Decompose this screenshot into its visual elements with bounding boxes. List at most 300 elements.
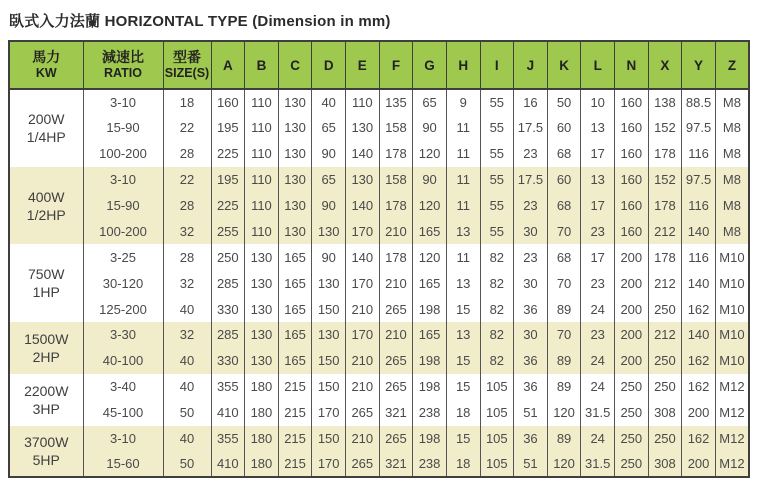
dim-cell-c: 130 (278, 115, 312, 141)
table-header (9, 41, 749, 89)
dim-cell-y: 140 (682, 218, 716, 244)
dim-cell-c: 130 (278, 193, 312, 219)
power-cell (9, 89, 83, 167)
dim-header-x: X (648, 41, 682, 89)
dim-cell-c: 165 (278, 322, 312, 348)
dim-cell-k: 50 (547, 89, 581, 115)
dim-cell-e: 170 (346, 218, 380, 244)
size-cell: 22 (163, 167, 211, 193)
dim-cell-z: M10 (715, 348, 749, 374)
dim-cell-j: 51 (514, 451, 548, 477)
power-cell (9, 244, 83, 322)
dim-cell-x: 138 (648, 89, 682, 115)
dim-cell-k: 60 (547, 115, 581, 141)
power-watts: 3700W (24, 433, 69, 450)
dim-cell-l: 17 (581, 244, 615, 270)
table-row (9, 244, 749, 270)
power-hp: 1HP (32, 284, 60, 301)
power-watts: 750W (27, 266, 65, 283)
dim-cell-d: 150 (312, 426, 346, 452)
table-row (9, 451, 749, 477)
dim-cell-i: 105 (480, 374, 514, 400)
dim-cell-k: 68 (547, 193, 581, 219)
dim-header-l: L (581, 41, 615, 89)
dim-cell-a: 195 (211, 115, 245, 141)
dim-cell-j: 23 (514, 141, 548, 167)
dim-cell-g: 238 (413, 400, 447, 426)
dim-cell-a: 410 (211, 400, 245, 426)
dim-cell-h: 18 (446, 451, 480, 477)
dim-cell-z: M12 (715, 400, 749, 426)
dim-cell-d: 130 (312, 218, 346, 244)
dim-cell-b: 180 (245, 374, 279, 400)
table-row (9, 89, 749, 115)
size-cell: 22 (163, 115, 211, 141)
dim-cell-i: 82 (480, 348, 514, 374)
dim-header-a: A (211, 41, 245, 89)
dim-cell-z: M8 (715, 193, 749, 219)
dim-cell-f: 178 (379, 244, 413, 270)
dim-cell-y: 162 (682, 296, 716, 322)
dim-cell-n: 250 (615, 400, 649, 426)
power-cell (9, 322, 83, 374)
dim-cell-g: 120 (413, 141, 447, 167)
dim-cell-i: 55 (480, 218, 514, 244)
dim-header-y: Y (682, 41, 716, 89)
dim-cell-z: M8 (715, 218, 749, 244)
dim-cell-n: 250 (615, 374, 649, 400)
dim-cell-f: 265 (379, 426, 413, 452)
dim-cell-x: 178 (648, 244, 682, 270)
ratio-cell: 3-25 (83, 244, 163, 270)
size-cell: 40 (163, 348, 211, 374)
dim-cell-a: 160 (211, 89, 245, 115)
table-row (9, 270, 749, 296)
col-header-zh: 型番 (173, 49, 201, 65)
power-hp: 1/2HP (26, 206, 66, 223)
dim-cell-g: 120 (413, 244, 447, 270)
power-watts: 2200W (24, 382, 69, 399)
dim-cell-i: 82 (480, 270, 514, 296)
size-cell: 50 (163, 451, 211, 477)
dim-cell-l: 24 (581, 296, 615, 322)
dim-cell-c: 130 (278, 89, 312, 115)
dim-cell-k: 89 (547, 426, 581, 452)
dim-header-d: D (312, 41, 346, 89)
dim-cell-n: 250 (615, 451, 649, 477)
ratio-cell: 100-200 (83, 218, 163, 244)
dim-cell-f: 265 (379, 374, 413, 400)
dim-cell-j: 51 (514, 400, 548, 426)
col-header-en: RATIO (104, 66, 142, 80)
dim-header-b: B (245, 41, 279, 89)
dim-cell-b: 110 (245, 193, 279, 219)
dim-cell-i: 55 (480, 141, 514, 167)
dim-cell-b: 180 (245, 451, 279, 477)
ratio-cell: 125-200 (83, 296, 163, 322)
ratio-cell: 3-40 (83, 374, 163, 400)
dim-cell-e: 110 (346, 89, 380, 115)
dim-cell-f: 158 (379, 115, 413, 141)
dim-cell-c: 165 (278, 270, 312, 296)
dim-cell-j: 23 (514, 193, 548, 219)
ratio-cell: 3-10 (83, 89, 163, 115)
dim-cell-c: 215 (278, 374, 312, 400)
dim-cell-x: 250 (648, 426, 682, 452)
dim-cell-f: 178 (379, 141, 413, 167)
dim-cell-h: 13 (446, 322, 480, 348)
power-cell (9, 426, 83, 478)
dim-cell-z: M10 (715, 270, 749, 296)
dim-cell-y: 200 (682, 400, 716, 426)
dim-cell-c: 165 (278, 244, 312, 270)
dim-cell-k: 89 (547, 374, 581, 400)
dim-cell-g: 120 (413, 193, 447, 219)
dim-cell-k: 89 (547, 348, 581, 374)
dim-cell-b: 130 (245, 348, 279, 374)
dim-cell-d: 90 (312, 244, 346, 270)
ratio-cell: 40-100 (83, 348, 163, 374)
dim-cell-e: 210 (346, 374, 380, 400)
dim-cell-y: 140 (682, 270, 716, 296)
dim-header-i: I (480, 41, 514, 89)
size-cell: 32 (163, 270, 211, 296)
dim-cell-a: 250 (211, 244, 245, 270)
dim-cell-g: 90 (413, 115, 447, 141)
ratio-cell: 15-90 (83, 193, 163, 219)
power-watts: 200W (27, 111, 65, 128)
dim-cell-h: 15 (446, 296, 480, 322)
dim-cell-a: 285 (211, 270, 245, 296)
dim-cell-n: 160 (615, 115, 649, 141)
dim-cell-e: 265 (346, 400, 380, 426)
dim-cell-x: 152 (648, 115, 682, 141)
dim-cell-z: M12 (715, 426, 749, 452)
dim-cell-c: 130 (278, 167, 312, 193)
dim-cell-a: 355 (211, 374, 245, 400)
dim-cell-i: 82 (480, 322, 514, 348)
dim-cell-n: 200 (615, 348, 649, 374)
dim-cell-d: 170 (312, 400, 346, 426)
table-row (9, 426, 749, 452)
dim-cell-j: 36 (514, 296, 548, 322)
dim-cell-k: 68 (547, 244, 581, 270)
dim-header-h: H (446, 41, 480, 89)
dim-cell-n: 160 (615, 193, 649, 219)
size-cell: 28 (163, 193, 211, 219)
dim-cell-f: 135 (379, 89, 413, 115)
dim-cell-e: 140 (346, 193, 380, 219)
dim-cell-k: 89 (547, 296, 581, 322)
dim-cell-z: M8 (715, 115, 749, 141)
dim-cell-b: 130 (245, 322, 279, 348)
dim-cell-g: 198 (413, 426, 447, 452)
dim-cell-a: 255 (211, 218, 245, 244)
dim-cell-k: 68 (547, 141, 581, 167)
dim-cell-l: 24 (581, 426, 615, 452)
dim-cell-k: 120 (547, 400, 581, 426)
dim-cell-j: 30 (514, 322, 548, 348)
dim-cell-d: 65 (312, 167, 346, 193)
dim-header-g: G (413, 41, 447, 89)
dim-cell-b: 130 (245, 296, 279, 322)
dim-cell-h: 11 (446, 167, 480, 193)
dim-cell-f: 265 (379, 348, 413, 374)
dim-cell-g: 198 (413, 348, 447, 374)
ratio-cell: 3-10 (83, 426, 163, 452)
dim-cell-a: 195 (211, 167, 245, 193)
dim-cell-n: 160 (615, 218, 649, 244)
ratio-cell: 15-90 (83, 115, 163, 141)
dim-cell-c: 215 (278, 400, 312, 426)
dim-cell-y: 116 (682, 141, 716, 167)
dim-cell-y: 140 (682, 322, 716, 348)
dim-cell-h: 11 (446, 141, 480, 167)
dim-cell-h: 13 (446, 218, 480, 244)
dim-cell-x: 308 (648, 400, 682, 426)
dim-cell-y: 200 (682, 451, 716, 477)
size-cell: 32 (163, 322, 211, 348)
dim-cell-l: 24 (581, 348, 615, 374)
dim-cell-x: 178 (648, 141, 682, 167)
power-hp: 3HP (32, 400, 60, 417)
dim-cell-c: 130 (278, 218, 312, 244)
dim-cell-a: 355 (211, 426, 245, 452)
dim-cell-z: M10 (715, 244, 749, 270)
dim-cell-l: 17 (581, 193, 615, 219)
dim-cell-z: M8 (715, 89, 749, 115)
col-header-ratio (83, 41, 163, 89)
power-hp: 1/4HP (26, 129, 66, 146)
dim-cell-z: M10 (715, 322, 749, 348)
page-title: 臥式入力法蘭 HORIZONTAL TYPE (Dimension in mm) (9, 13, 391, 30)
dim-cell-g: 165 (413, 270, 447, 296)
dim-cell-f: 158 (379, 167, 413, 193)
dim-cell-y: 97.5 (682, 115, 716, 141)
dim-cell-i: 105 (480, 426, 514, 452)
dim-cell-g: 238 (413, 451, 447, 477)
dim-cell-g: 65 (413, 89, 447, 115)
dim-cell-g: 165 (413, 322, 447, 348)
col-header-en: SIZE(S) (164, 66, 210, 80)
dim-cell-f: 210 (379, 218, 413, 244)
ratio-cell: 3-30 (83, 322, 163, 348)
dim-cell-n: 200 (615, 270, 649, 296)
dim-cell-i: 105 (480, 451, 514, 477)
dim-cell-e: 130 (346, 167, 380, 193)
dim-cell-i: 55 (480, 89, 514, 115)
dim-cell-a: 285 (211, 322, 245, 348)
dim-cell-l: 23 (581, 322, 615, 348)
ratio-cell: 30-120 (83, 270, 163, 296)
dim-cell-b: 130 (245, 270, 279, 296)
dim-cell-a: 330 (211, 348, 245, 374)
dim-cell-e: 170 (346, 270, 380, 296)
dim-cell-e: 140 (346, 244, 380, 270)
table-row (9, 141, 749, 167)
dim-cell-k: 120 (547, 451, 581, 477)
dim-cell-l: 13 (581, 167, 615, 193)
dim-cell-k: 60 (547, 167, 581, 193)
dim-cell-n: 160 (615, 167, 649, 193)
dim-cell-d: 170 (312, 451, 346, 477)
dim-cell-k: 70 (547, 270, 581, 296)
dim-cell-n: 160 (615, 141, 649, 167)
dim-cell-e: 265 (346, 451, 380, 477)
dim-cell-c: 165 (278, 296, 312, 322)
dim-cell-i: 105 (480, 400, 514, 426)
dim-cell-f: 321 (379, 400, 413, 426)
dim-cell-b: 110 (245, 115, 279, 141)
dim-cell-z: M10 (715, 296, 749, 322)
dim-cell-i: 55 (480, 115, 514, 141)
dim-cell-c: 215 (278, 426, 312, 452)
table-body (9, 89, 749, 477)
dim-cell-h: 9 (446, 89, 480, 115)
dim-cell-y: 116 (682, 244, 716, 270)
dim-cell-b: 110 (245, 141, 279, 167)
dim-cell-e: 210 (346, 426, 380, 452)
dim-cell-f: 210 (379, 270, 413, 296)
dim-cell-j: 36 (514, 348, 548, 374)
power-watts: 400W (27, 188, 65, 205)
table-row (9, 400, 749, 426)
table-row (9, 374, 749, 400)
dim-cell-h: 15 (446, 348, 480, 374)
dim-cell-l: 23 (581, 270, 615, 296)
dim-cell-n: 250 (615, 426, 649, 452)
dim-cell-x: 212 (648, 218, 682, 244)
dim-cell-y: 88.5 (682, 89, 716, 115)
dim-cell-h: 11 (446, 193, 480, 219)
dim-cell-e: 210 (346, 348, 380, 374)
dim-cell-j: 16 (514, 89, 548, 115)
dim-cell-i: 55 (480, 167, 514, 193)
dim-cell-l: 24 (581, 374, 615, 400)
table-row (9, 193, 749, 219)
dim-cell-x: 212 (648, 270, 682, 296)
size-cell: 40 (163, 296, 211, 322)
dim-cell-d: 150 (312, 348, 346, 374)
table-row (9, 322, 749, 348)
table-row (9, 348, 749, 374)
dim-header-n: N (615, 41, 649, 89)
dim-cell-l: 31.5 (581, 400, 615, 426)
dim-cell-b: 180 (245, 400, 279, 426)
col-header-zh: 減速比 (102, 49, 144, 65)
dim-cell-z: M8 (715, 141, 749, 167)
dim-cell-z: M12 (715, 451, 749, 477)
table-row (9, 296, 749, 322)
power-hp: 2HP (32, 348, 60, 365)
dim-cell-y: 97.5 (682, 167, 716, 193)
size-cell: 40 (163, 374, 211, 400)
dimension-spec-table (8, 40, 750, 478)
dim-cell-c: 165 (278, 348, 312, 374)
power-cell (9, 374, 83, 426)
col-header-kw (9, 41, 83, 89)
dim-cell-j: 36 (514, 374, 548, 400)
col-header-sizes (163, 41, 211, 89)
size-cell: 28 (163, 141, 211, 167)
dim-cell-l: 13 (581, 115, 615, 141)
dim-header-c: C (278, 41, 312, 89)
size-cell: 40 (163, 426, 211, 452)
dim-cell-l: 31.5 (581, 451, 615, 477)
dim-cell-y: 162 (682, 348, 716, 374)
dim-cell-l: 17 (581, 141, 615, 167)
dim-cell-b: 110 (245, 167, 279, 193)
ratio-cell: 100-200 (83, 141, 163, 167)
dim-cell-y: 116 (682, 193, 716, 219)
dim-cell-x: 178 (648, 193, 682, 219)
dim-cell-a: 225 (211, 141, 245, 167)
dim-cell-x: 212 (648, 322, 682, 348)
dim-cell-x: 250 (648, 374, 682, 400)
dim-header-j: J (514, 41, 548, 89)
dim-cell-k: 70 (547, 218, 581, 244)
dim-cell-d: 150 (312, 296, 346, 322)
table-row (9, 218, 749, 244)
size-cell: 32 (163, 218, 211, 244)
dim-cell-d: 130 (312, 270, 346, 296)
dim-cell-g: 165 (413, 218, 447, 244)
power-cell (9, 167, 83, 245)
dim-cell-n: 160 (615, 89, 649, 115)
dim-cell-d: 90 (312, 193, 346, 219)
dim-cell-i: 55 (480, 193, 514, 219)
size-cell: 28 (163, 244, 211, 270)
dim-cell-c: 215 (278, 451, 312, 477)
dim-cell-g: 198 (413, 296, 447, 322)
dim-cell-b: 110 (245, 218, 279, 244)
dim-cell-k: 70 (547, 322, 581, 348)
dim-cell-f: 178 (379, 193, 413, 219)
dim-cell-h: 18 (446, 400, 480, 426)
dim-cell-x: 308 (648, 451, 682, 477)
dim-cell-n: 200 (615, 296, 649, 322)
dim-cell-f: 265 (379, 296, 413, 322)
dim-cell-j: 17.5 (514, 115, 548, 141)
dim-cell-h: 11 (446, 115, 480, 141)
header-row (9, 41, 749, 89)
dim-cell-x: 152 (648, 167, 682, 193)
dim-cell-b: 110 (245, 89, 279, 115)
dim-cell-c: 130 (278, 141, 312, 167)
dim-cell-g: 198 (413, 374, 447, 400)
dim-cell-h: 13 (446, 270, 480, 296)
dim-cell-j: 30 (514, 270, 548, 296)
col-header-en: KW (35, 66, 57, 80)
dim-header-e: E (346, 41, 380, 89)
ratio-cell: 45-100 (83, 400, 163, 426)
dim-cell-y: 162 (682, 426, 716, 452)
col-header-zh: 馬力 (32, 49, 61, 65)
dim-cell-f: 321 (379, 451, 413, 477)
dim-cell-n: 200 (615, 322, 649, 348)
dim-cell-b: 180 (245, 426, 279, 452)
dim-cell-h: 15 (446, 374, 480, 400)
dim-cell-i: 82 (480, 244, 514, 270)
dim-cell-a: 330 (211, 296, 245, 322)
power-watts: 1500W (24, 330, 69, 347)
dim-header-z: Z (715, 41, 749, 89)
dim-cell-j: 36 (514, 426, 548, 452)
dim-cell-h: 15 (446, 426, 480, 452)
dim-cell-l: 23 (581, 218, 615, 244)
dim-cell-b: 130 (245, 244, 279, 270)
dim-cell-e: 210 (346, 296, 380, 322)
